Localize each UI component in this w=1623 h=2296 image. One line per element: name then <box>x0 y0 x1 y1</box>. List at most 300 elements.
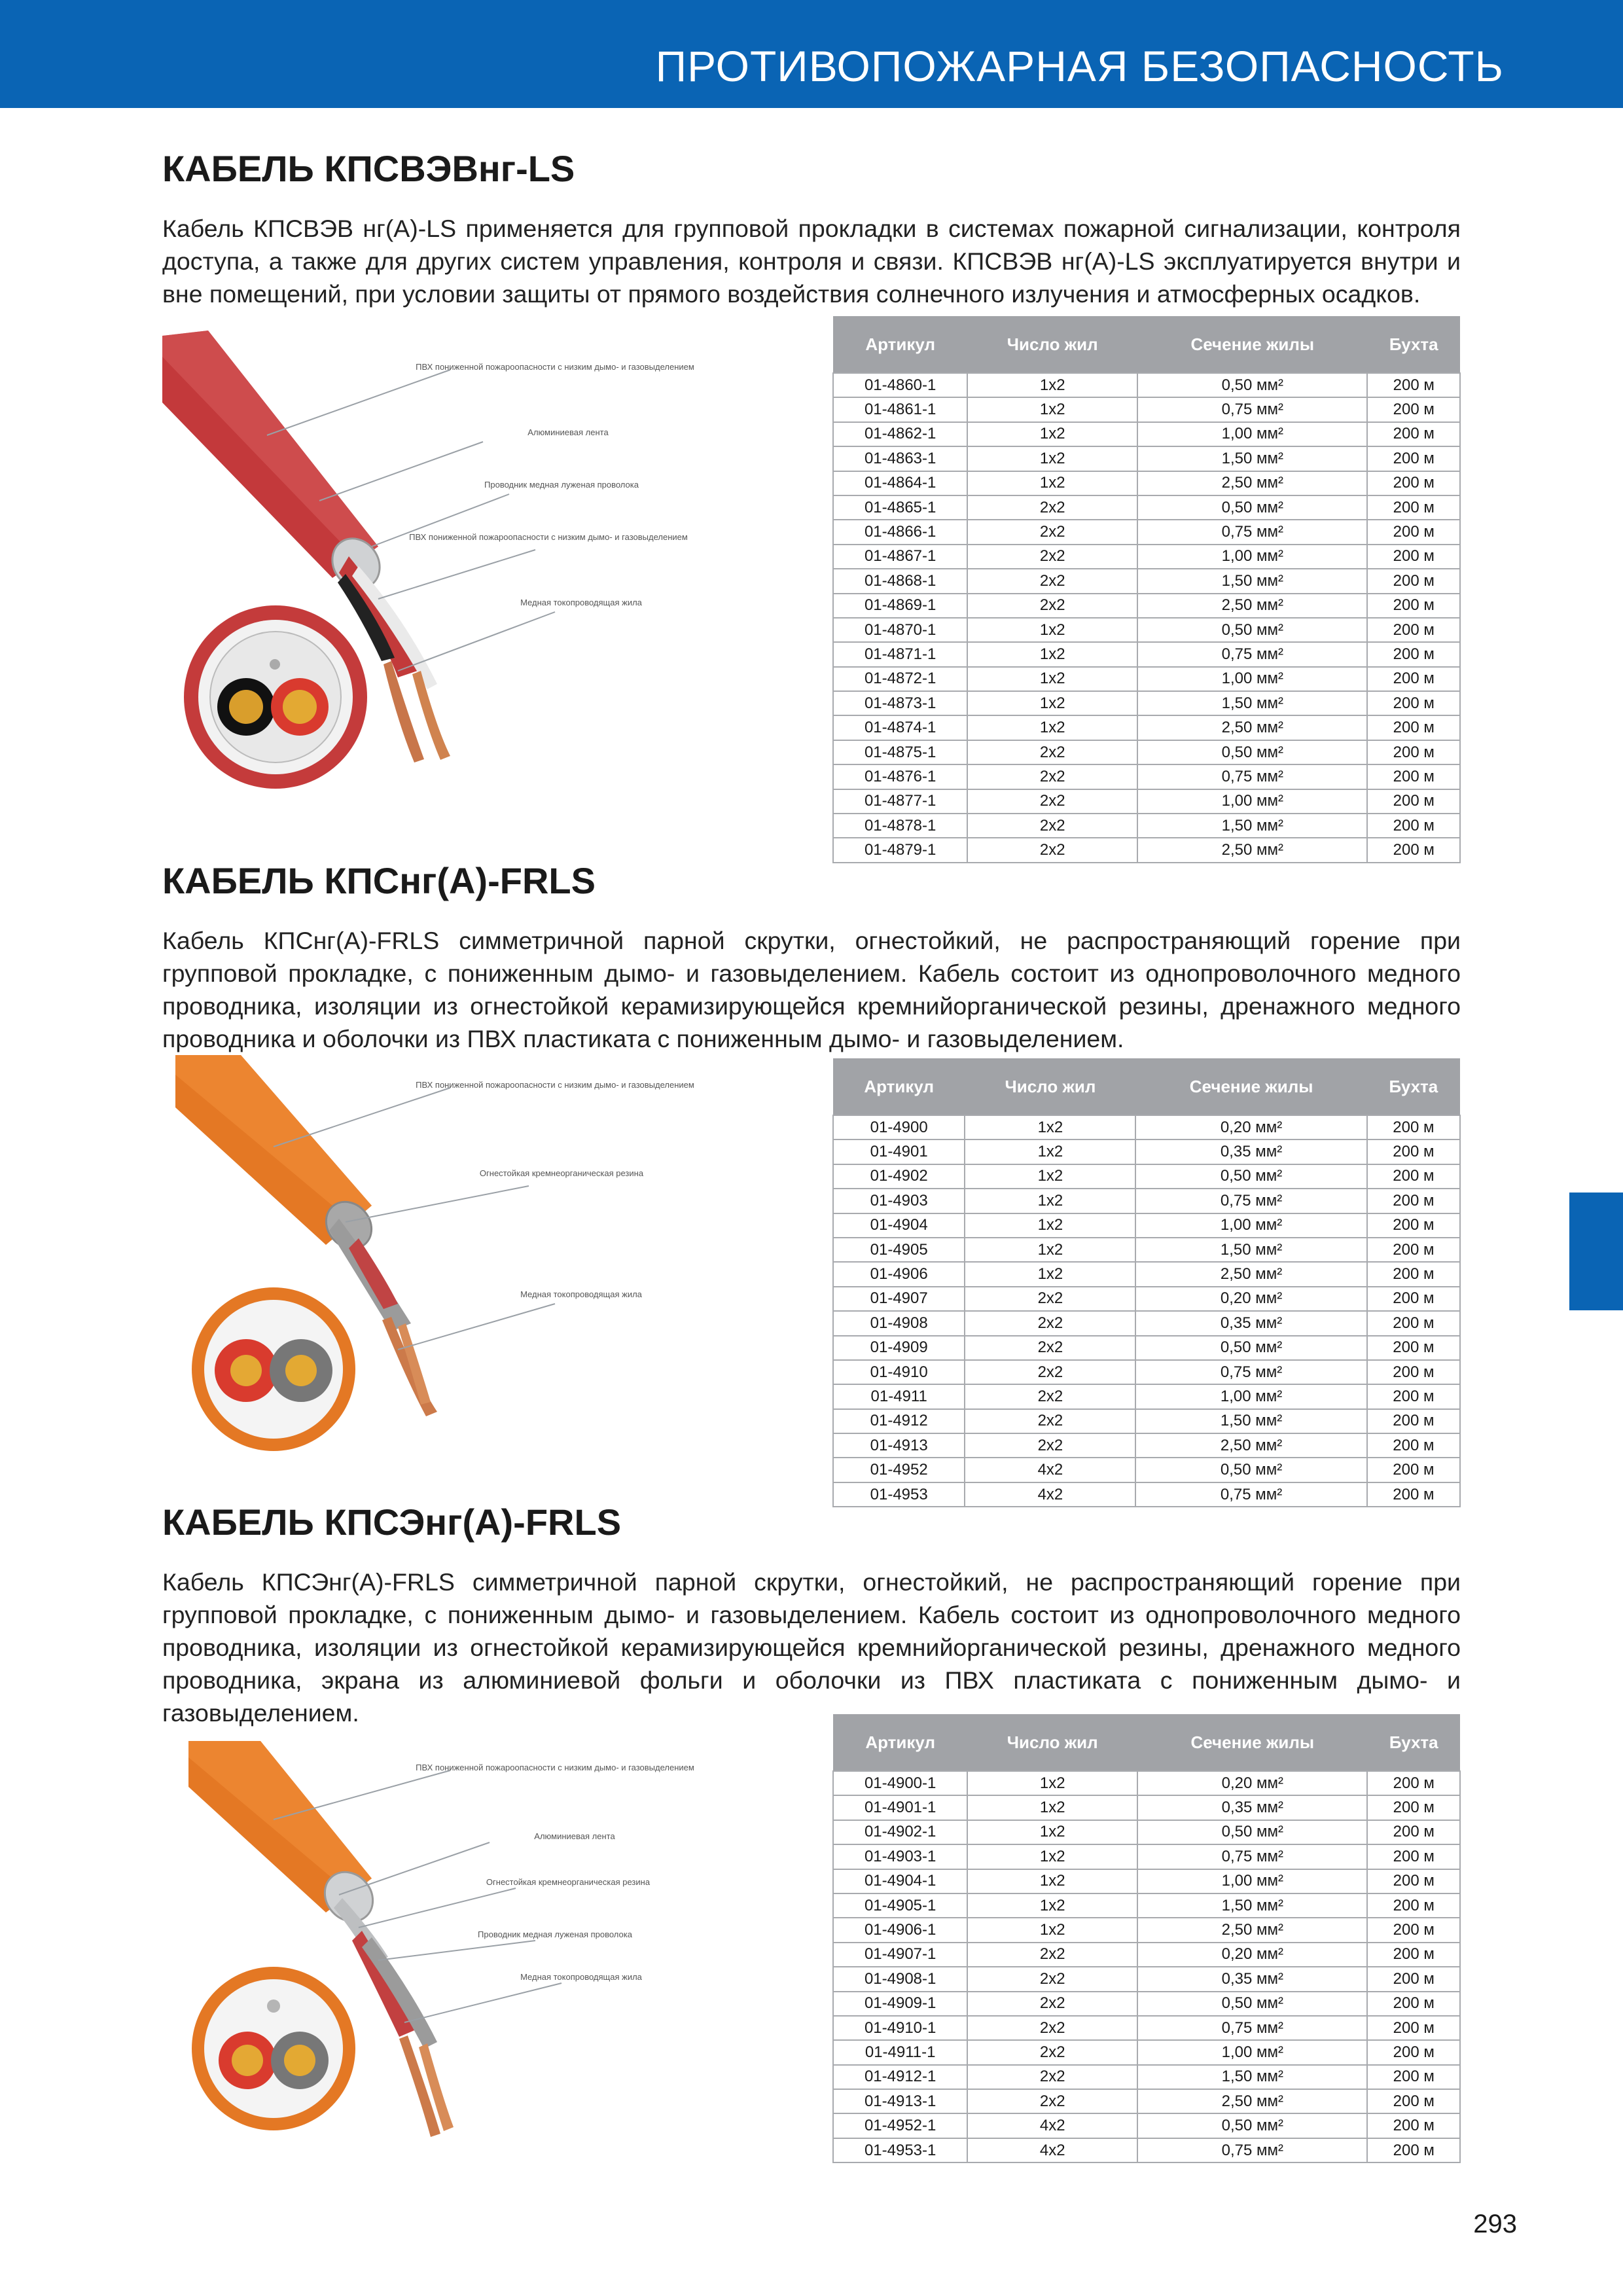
cell-coil: 200 м <box>1367 1918 1460 1942</box>
cell-section: 2,50 мм² <box>1137 471 1367 495</box>
cell-section: 0,50 мм² <box>1137 2113 1367 2138</box>
cell-coil: 200 м <box>1367 422 1460 446</box>
col-coil: Бухта <box>1367 1714 1460 1771</box>
table-row <box>833 520 1460 544</box>
cell-article: 01-4953 <box>833 1482 965 1507</box>
cell-section: 0,75 мм² <box>1137 2016 1367 2040</box>
articles-table-2 <box>832 1058 1461 1507</box>
table-row <box>833 495 1460 520</box>
cell-cores: 2x2 <box>967 1943 1137 1967</box>
cell-section: 0,35 мм² <box>1135 1311 1366 1335</box>
cell-section: 1,50 мм² <box>1137 814 1367 838</box>
table-row <box>833 1139 1460 1164</box>
table-row <box>833 1115 1460 1139</box>
cell-section: 0,50 мм² <box>1135 1336 1366 1360</box>
col-cores: Число жил <box>967 1714 1137 1771</box>
section-description: Кабель КПСнг(А)-FRLS симметричной парной скрутки, огнестойкий, не распространяющий горение при групповой прокладке, с пониженным дымо- и газовыделением. Кабель состоит из однопроволочного медного проводника, изоляции из огнестойкой керамизирующейся кремнийорганической резины, дренажного медного проводника и оболочки из ПВХ пластиката с пониженным дымо- и газовыделением. <box>162 927 1461 1052</box>
col-cores: Число жил <box>967 316 1137 373</box>
table-body-3 <box>833 1771 1460 2162</box>
table-row <box>833 1943 1460 1967</box>
cell-article: 01-4911-1 <box>833 2040 967 2064</box>
cell-cores: 2x2 <box>967 1992 1137 2016</box>
cell-coil: 200 м <box>1367 1139 1460 1164</box>
articles-table-3 <box>832 1714 1461 2163</box>
table-row <box>833 1482 1460 1507</box>
cell-coil: 200 м <box>1367 618 1460 642</box>
cell-cores: 2x2 <box>967 764 1137 789</box>
cell-cores: 1x2 <box>965 1164 1135 1189</box>
cell-section: 1,00 мм² <box>1137 789 1367 814</box>
cell-cores: 1x2 <box>967 1844 1137 1869</box>
cell-section: 0,75 мм² <box>1137 520 1367 544</box>
cell-article: 01-4876-1 <box>833 764 967 789</box>
cell-section: 0,50 мм² <box>1137 1992 1367 2016</box>
cell-cores: 2x2 <box>965 1360 1135 1384</box>
cell-article: 01-4910 <box>833 1360 965 1384</box>
cell-section: 0,50 мм² <box>1137 1820 1367 1844</box>
cell-article: 01-4866-1 <box>833 520 967 544</box>
table-row <box>833 2089 1460 2113</box>
page-number: 293 <box>1473 2210 1517 2238</box>
cell-article: 01-4867-1 <box>833 545 967 569</box>
cell-article: 01-4908 <box>833 1311 965 1335</box>
cell-coil: 200 м <box>1367 1893 1460 1918</box>
cable-cross-section-2 <box>192 1287 355 1451</box>
cell-section: 1,50 мм² <box>1137 691 1367 715</box>
cell-article: 01-4913-1 <box>833 2089 967 2113</box>
cell-coil: 200 м <box>1367 1164 1460 1189</box>
section-title: КАБЕЛЬ КПСнг(А)-FRLS <box>162 860 596 901</box>
cell-cores: 1x2 <box>967 1893 1137 1918</box>
table-row <box>833 1771 1460 1795</box>
cell-article: 01-4860-1 <box>833 373 967 397</box>
cell-section: 0,35 мм² <box>1135 1139 1366 1164</box>
cell-section: 1,50 мм² <box>1137 2065 1367 2089</box>
cell-section: 2,50 мм² <box>1137 838 1367 862</box>
cell-article: 01-4870-1 <box>833 618 967 642</box>
cell-cores: 1x2 <box>965 1262 1135 1286</box>
cell-cores: 2x2 <box>965 1409 1135 1433</box>
cell-cores: 1x2 <box>967 715 1137 740</box>
cell-section: 0,20 мм² <box>1135 1287 1366 1311</box>
table-row <box>833 2113 1460 2138</box>
cell-cores: 2x2 <box>965 1311 1135 1335</box>
cell-article: 01-4875-1 <box>833 740 967 764</box>
cell-article: 01-4863-1 <box>833 446 967 471</box>
cell-cores: 1x2 <box>965 1238 1135 1262</box>
cell-coil: 200 м <box>1367 1482 1460 1507</box>
cable-diagram-2 <box>162 1055 694 1467</box>
cell-coil: 200 м <box>1367 740 1460 764</box>
cell-article: 01-4877-1 <box>833 789 967 814</box>
cell-article: 01-4913 <box>833 1433 965 1458</box>
cell-coil: 200 м <box>1367 1238 1460 1262</box>
cell-section: 0,50 мм² <box>1137 495 1367 520</box>
cell-section: 1,00 мм² <box>1137 667 1367 691</box>
cell-coil: 200 м <box>1367 569 1460 593</box>
table-header-row <box>833 1714 1460 1771</box>
cell-article: 01-4952-1 <box>833 2113 967 2138</box>
cell-article: 01-4902-1 <box>833 1820 967 1844</box>
col-section: Сечение жилы <box>1135 1058 1366 1115</box>
cell-cores: 4x2 <box>965 1458 1135 1482</box>
label-silicone-rubber: Огнестойкая кремнеорганическая резина <box>486 1877 651 1887</box>
cell-section: 1,50 мм² <box>1137 446 1367 471</box>
section-description: Кабель КПСЭнг(А)-FRLS симметричной парной скрутки, огнестойкий, не распространяющий горение при групповой прокладке, с пониженным дымо- и газовыделением. Кабель состоит из однопроволочного медного проводника, изоляции из огнестойкой керамизирующейся кремнийорганической резины, дренажного медного проводника, экрана из алюминиевой фольги и оболочки из ПВХ пластиката с пониженным дымо- и газовыделением. <box>162 1568 1461 1727</box>
cell-cores: 1x2 <box>967 1771 1137 1795</box>
cell-section: 0,50 мм² <box>1137 740 1367 764</box>
cell-coil: 200 м <box>1367 2040 1460 2064</box>
cell-section: 2,50 мм² <box>1137 2089 1367 2113</box>
cell-article: 01-4906-1 <box>833 1918 967 1942</box>
cell-article: 01-4909-1 <box>833 1992 967 2016</box>
table-row <box>833 2065 1460 2089</box>
cell-coil: 200 м <box>1367 1869 1460 1893</box>
cell-section: 1,00 мм² <box>1137 545 1367 569</box>
label-drain-wire: Проводник медная луженая проволока <box>484 480 639 490</box>
table-row <box>833 545 1460 569</box>
table-row <box>833 1992 1460 2016</box>
label-copper-conductor: Медная токопроводящая жила <box>520 1972 642 1982</box>
label-aluminium-tape: Алюминиевая лента <box>527 427 609 437</box>
cell-article: 01-4901-1 <box>833 1795 967 1820</box>
cell-section: 1,00 мм² <box>1137 422 1367 446</box>
table-row <box>833 1213 1460 1238</box>
cell-article: 01-4879-1 <box>833 838 967 862</box>
label-drain-wire: Проводник медная луженая проволока <box>478 1929 632 1939</box>
cell-cores: 1x2 <box>967 1820 1137 1844</box>
cell-section: 0,20 мм² <box>1137 1771 1367 1795</box>
cable-diagram-3 <box>162 1741 694 2173</box>
table-row <box>833 594 1460 618</box>
cell-cores: 2x2 <box>967 569 1137 593</box>
table-row <box>833 1458 1460 1482</box>
cell-cores: 2x2 <box>967 2065 1137 2089</box>
cell-article: 01-4902 <box>833 1164 965 1189</box>
cell-article: 01-4905 <box>833 1238 965 1262</box>
cell-cores: 1x2 <box>965 1189 1135 1213</box>
header-title: ПРОТИВОПОЖАРНАЯ БЕЗОПАСНОСТЬ <box>655 42 1504 90</box>
table-row <box>833 1336 1460 1360</box>
cell-cores: 1x2 <box>965 1213 1135 1238</box>
table-row <box>833 1409 1460 1433</box>
cell-coil: 200 м <box>1367 1433 1460 1458</box>
cell-article: 01-4909 <box>833 1336 965 1360</box>
cell-cores: 2x2 <box>967 740 1137 764</box>
cell-section: 2,50 мм² <box>1137 715 1367 740</box>
table-row <box>833 1189 1460 1213</box>
cell-article: 01-4861-1 <box>833 397 967 422</box>
table-row <box>833 397 1460 422</box>
label-copper-conductor: Медная токопроводящая жила <box>520 598 642 607</box>
table-header-row <box>833 1058 1460 1115</box>
section-kpsng-frls <box>162 860 1461 1055</box>
cell-cores: 4x2 <box>967 2113 1137 2138</box>
table-body-2 <box>833 1115 1460 1507</box>
table-header-row <box>833 316 1460 373</box>
cell-coil: 200 м <box>1367 691 1460 715</box>
cell-article: 01-4907-1 <box>833 1943 967 1967</box>
cell-coil: 200 м <box>1367 715 1460 740</box>
cell-section: 0,75 мм² <box>1135 1189 1366 1213</box>
table-row <box>833 1262 1460 1286</box>
cell-section: 0,20 мм² <box>1135 1115 1366 1139</box>
cell-coil: 200 м <box>1367 1384 1460 1408</box>
articles-table-1 <box>832 316 1461 863</box>
col-section: Сечение жилы <box>1137 316 1367 373</box>
cell-cores: 1x2 <box>967 1869 1137 1893</box>
cell-cores: 1x2 <box>967 691 1137 715</box>
cell-coil: 200 м <box>1367 1336 1460 1360</box>
cell-section: 0,35 мм² <box>1137 1967 1367 1991</box>
cell-cores: 1x2 <box>967 422 1137 446</box>
cell-cores: 1x2 <box>967 1795 1137 1820</box>
table-row <box>833 1795 1460 1820</box>
cell-coil: 200 м <box>1367 520 1460 544</box>
cell-section: 0,75 мм² <box>1135 1360 1366 1384</box>
cell-coil: 200 м <box>1367 1189 1460 1213</box>
cell-coil: 200 м <box>1367 397 1460 422</box>
cell-cores: 2x2 <box>967 789 1137 814</box>
cell-cores: 4x2 <box>967 2138 1137 2162</box>
cell-coil: 200 м <box>1367 1844 1460 1869</box>
cell-coil: 200 м <box>1367 2089 1460 2113</box>
col-article: Артикул <box>833 1058 965 1115</box>
cell-cores: 1x2 <box>967 373 1137 397</box>
cell-cores: 2x2 <box>967 545 1137 569</box>
cell-section: 1,50 мм² <box>1135 1409 1366 1433</box>
cell-coil: 200 м <box>1367 1943 1460 1967</box>
cell-article: 01-4862-1 <box>833 422 967 446</box>
cell-cores: 2x2 <box>967 520 1137 544</box>
cell-section: 2,50 мм² <box>1137 1918 1367 1942</box>
cell-coil: 200 м <box>1367 1287 1460 1311</box>
label-copper-conductor: Медная токопроводящая жила <box>520 1289 642 1299</box>
cell-article: 01-4953-1 <box>833 2138 967 2162</box>
cell-coil: 200 м <box>1367 1311 1460 1335</box>
cell-cores: 2x2 <box>967 1967 1137 1991</box>
cell-cores: 1x2 <box>967 667 1137 691</box>
cell-coil: 200 м <box>1367 1992 1460 2016</box>
cell-article: 01-4903-1 <box>833 1844 967 1869</box>
cable-cross-section-1 <box>184 605 367 789</box>
col-coil: Бухта <box>1367 316 1460 373</box>
table-row <box>833 1164 1460 1189</box>
cell-section: 1,00 мм² <box>1135 1213 1366 1238</box>
col-article: Артикул <box>833 316 967 373</box>
section-title: КАБЕЛЬ КПСВЭВнг-LS <box>162 148 575 189</box>
label-pvc-sheath: ПВХ пониженной пожароопасности с низким дымо- и газовыделением <box>416 1080 694 1090</box>
cell-article: 01-4874-1 <box>833 715 967 740</box>
cell-cores: 2x2 <box>967 2040 1137 2064</box>
table-row <box>833 1893 1460 1918</box>
table-body-1 <box>833 373 1460 863</box>
table-row <box>833 2040 1460 2064</box>
cell-cores: 1x2 <box>967 1918 1137 1942</box>
cell-cores: 1x2 <box>967 446 1137 471</box>
section-kpsvevng-ls <box>162 148 1461 310</box>
cell-section: 1,00 мм² <box>1137 2040 1367 2064</box>
cell-article: 01-4912-1 <box>833 2065 967 2089</box>
cell-coil: 200 м <box>1367 1820 1460 1844</box>
cell-coil: 200 м <box>1367 1771 1460 1795</box>
cell-coil: 200 м <box>1367 1360 1460 1384</box>
cell-section: 1,50 мм² <box>1137 1893 1367 1918</box>
cell-coil: 200 м <box>1367 471 1460 495</box>
cell-coil: 200 м <box>1367 1967 1460 1991</box>
cell-cores: 2x2 <box>967 495 1137 520</box>
table-row <box>833 740 1460 764</box>
cell-coil: 200 м <box>1367 2065 1460 2089</box>
table-row <box>833 2138 1460 2162</box>
cell-coil: 200 м <box>1367 1262 1460 1286</box>
label-pvc-insulation: ПВХ пониженной пожароопасности с низким дымо- и газовыделением <box>409 532 688 542</box>
cell-article: 01-4878-1 <box>833 814 967 838</box>
cell-cores: 1x2 <box>967 642 1137 666</box>
cell-section: 0,50 мм² <box>1135 1458 1366 1482</box>
table-row <box>833 1967 1460 1991</box>
cell-cores: 2x2 <box>965 1433 1135 1458</box>
label-aluminium-tape: Алюминиевая лента <box>534 1831 615 1841</box>
cell-section: 0,75 мм² <box>1135 1482 1366 1507</box>
cell-section: 2,50 мм² <box>1135 1433 1366 1458</box>
cell-coil: 200 м <box>1367 2138 1460 2162</box>
table-row <box>833 1869 1460 1893</box>
cell-coil: 200 м <box>1367 1409 1460 1433</box>
cell-cores: 4x2 <box>965 1482 1135 1507</box>
cell-cores: 2x2 <box>965 1384 1135 1408</box>
cell-article: 01-4911 <box>833 1384 965 1408</box>
cell-section: 1,00 мм² <box>1137 1869 1367 1893</box>
table-row <box>833 789 1460 814</box>
cell-coil: 200 м <box>1367 373 1460 397</box>
cell-cores: 1x2 <box>965 1139 1135 1164</box>
cell-coil: 200 м <box>1367 594 1460 618</box>
cell-article: 01-4905-1 <box>833 1893 967 1918</box>
cell-article: 01-4906 <box>833 1262 965 1286</box>
cell-cores: 2x2 <box>967 838 1137 862</box>
cell-section: 0,75 мм² <box>1137 642 1367 666</box>
cell-article: 01-4904-1 <box>833 1869 967 1893</box>
cell-section: 2,50 мм² <box>1135 1262 1366 1286</box>
cell-article: 01-4868-1 <box>833 569 967 593</box>
cell-section: 1,50 мм² <box>1137 569 1367 593</box>
table-row <box>833 373 1460 397</box>
label-pvc-sheath: ПВХ пониженной пожароопасности с низким дымо- и газовыделением <box>416 1763 694 1772</box>
section-description: Кабель КПСВЭВ нг(А)-LS применяется для групповой прокладки в системах пожарной сигнализации, контроля доступа, а также для других систем управления, контроля и связи. КПСВЭВ нг(А)-LS эксплуатируется внутри и вне помещений, при условии защиты от прямого воздействия солнечного излучения и атмосферных осадков. <box>162 215 1461 308</box>
table-row <box>833 1360 1460 1384</box>
table-row <box>833 814 1460 838</box>
cell-section: 0,50 мм² <box>1137 373 1367 397</box>
cell-cores: 2x2 <box>965 1336 1135 1360</box>
table-row <box>833 764 1460 789</box>
cell-article: 01-4872-1 <box>833 667 967 691</box>
cell-cores: 1x2 <box>967 618 1137 642</box>
cell-cores: 1x2 <box>965 1115 1135 1139</box>
table-row <box>833 667 1460 691</box>
cell-section: 1,50 мм² <box>1135 1238 1366 1262</box>
cell-article: 01-4900-1 <box>833 1771 967 1795</box>
cell-coil: 200 м <box>1367 1115 1460 1139</box>
cell-section: 0,50 мм² <box>1137 618 1367 642</box>
col-section: Сечение жилы <box>1137 1714 1367 1771</box>
table-row <box>833 1844 1460 1869</box>
cell-coil: 200 м <box>1367 446 1460 471</box>
cell-article: 01-4904 <box>833 1213 965 1238</box>
cell-coil: 200 м <box>1367 814 1460 838</box>
table-row <box>833 642 1460 666</box>
cell-cores: 2x2 <box>967 814 1137 838</box>
col-cores: Число жил <box>965 1058 1135 1115</box>
cell-section: 0,75 мм² <box>1137 397 1367 422</box>
table-row <box>833 2016 1460 2040</box>
cell-article: 01-4952 <box>833 1458 965 1482</box>
table-row <box>833 1311 1460 1335</box>
cell-cores: 1x2 <box>967 471 1137 495</box>
col-coil: Бухта <box>1367 1058 1460 1115</box>
cable-diagram-1 <box>162 331 694 797</box>
cell-article: 01-4901 <box>833 1139 965 1164</box>
cell-article: 01-4912 <box>833 1409 965 1433</box>
cell-coil: 200 м <box>1367 2113 1460 2138</box>
cell-section: 0,75 мм² <box>1137 2138 1367 2162</box>
cell-coil: 200 м <box>1367 1213 1460 1238</box>
table-row <box>833 569 1460 593</box>
table-row <box>833 471 1460 495</box>
cell-coil: 200 м <box>1367 1458 1460 1482</box>
cell-article: 01-4900 <box>833 1115 965 1139</box>
table-row <box>833 1238 1460 1262</box>
cell-coil: 200 м <box>1367 838 1460 862</box>
cell-coil: 200 м <box>1367 1795 1460 1820</box>
cell-coil: 200 м <box>1367 2016 1460 2040</box>
table-row <box>833 1433 1460 1458</box>
cell-article: 01-4865-1 <box>833 495 967 520</box>
cell-article: 01-4908-1 <box>833 1967 967 1991</box>
cell-cores: 1x2 <box>967 397 1137 422</box>
cell-section: 2,50 мм² <box>1137 594 1367 618</box>
cable-cross-section-3 <box>192 1967 355 2130</box>
cell-article: 01-4871-1 <box>833 642 967 666</box>
cell-section: 0,75 мм² <box>1137 1844 1367 1869</box>
section-title: КАБЕЛЬ КПСЭнг(А)-FRLS <box>162 1501 622 1543</box>
cell-section: 0,35 мм² <box>1137 1795 1367 1820</box>
cell-coil: 200 м <box>1367 495 1460 520</box>
cell-article: 01-4907 <box>833 1287 965 1311</box>
cell-cores: 2x2 <box>967 2016 1137 2040</box>
label-pvc-sheath: ПВХ пониженной пожароопасности с низким дымо- и газовыделением <box>416 362 694 372</box>
cell-cores: 2x2 <box>967 2089 1137 2113</box>
cell-article: 01-4910-1 <box>833 2016 967 2040</box>
table-row <box>833 422 1460 446</box>
cell-section: 1,00 мм² <box>1135 1384 1366 1408</box>
cell-coil: 200 м <box>1367 764 1460 789</box>
cell-article: 01-4873-1 <box>833 691 967 715</box>
col-article: Артикул <box>833 1714 967 1771</box>
page-header <box>0 0 1623 108</box>
table-row <box>833 618 1460 642</box>
table-row <box>833 715 1460 740</box>
section-tab-marker <box>1569 1193 1623 1310</box>
cell-cores: 2x2 <box>965 1287 1135 1311</box>
cell-section: 0,50 мм² <box>1135 1164 1366 1189</box>
table-row <box>833 1918 1460 1942</box>
table-row <box>833 446 1460 471</box>
cell-cores: 2x2 <box>967 594 1137 618</box>
section-kpseng-frls <box>162 1501 1461 1729</box>
cell-section: 0,75 мм² <box>1137 764 1367 789</box>
table-row <box>833 1820 1460 1844</box>
